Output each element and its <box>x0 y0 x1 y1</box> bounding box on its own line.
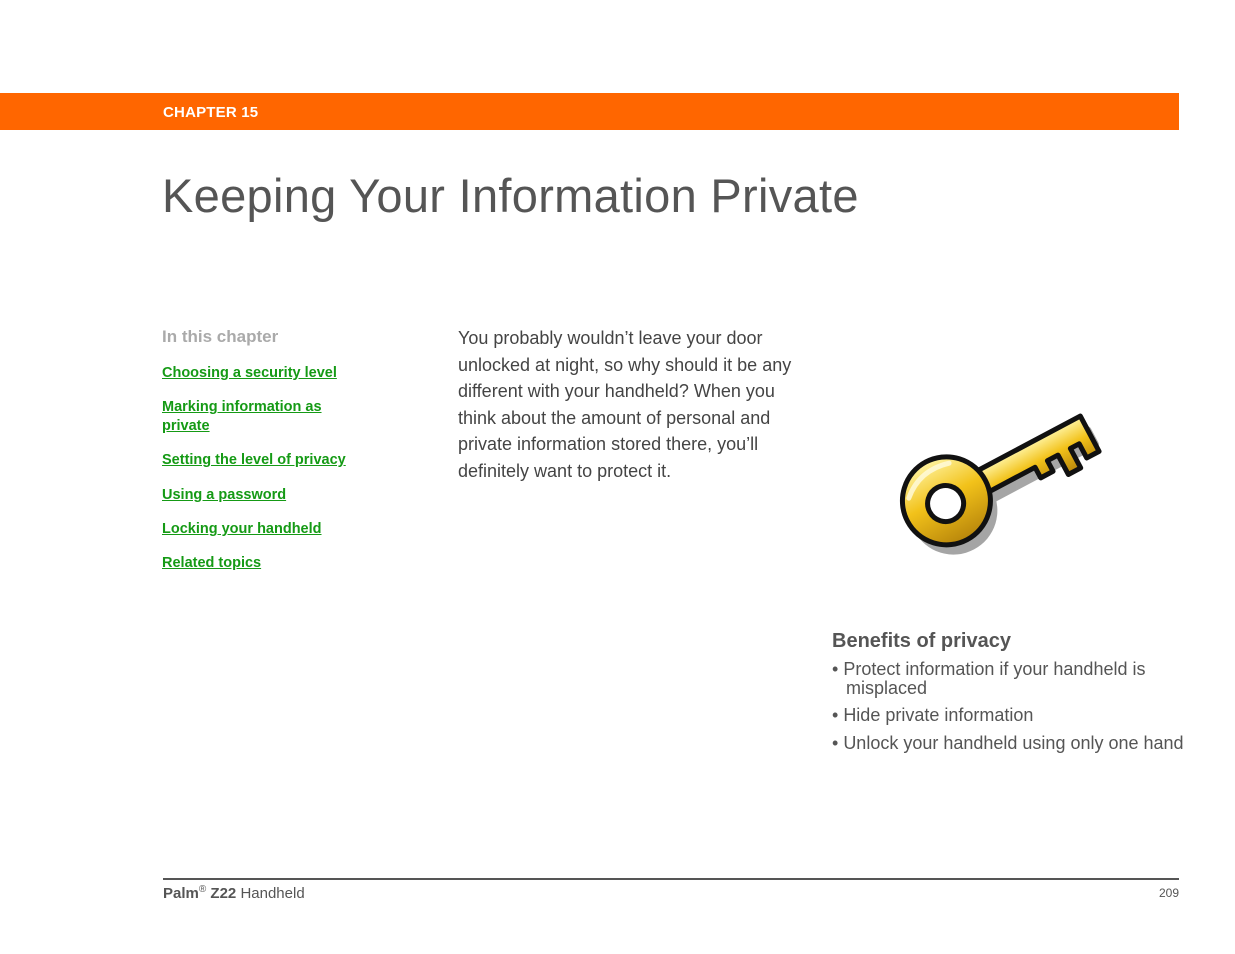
footer-divider <box>163 878 1179 880</box>
benefits-title: Benefits of privacy <box>832 630 1011 652</box>
key-icon <box>870 385 1120 565</box>
footer-product-name: Palm® Z22 Handheld <box>163 884 305 902</box>
toc-link-using-password[interactable]: Using a password <box>162 487 287 503</box>
page-number: 209 <box>1158 886 1179 900</box>
intro-paragraph: You probably wouldn’t leave your door unlocked at night, so why should it be any different with your handheld? When you think about the amount of personal and private information stored there, you’ll definitely want to protect it. <box>458 328 792 481</box>
toc-link-setting-privacy-level[interactable]: Setting the level of privacy <box>162 452 346 468</box>
toc-link-locking-handheld[interactable]: Locking your handheld <box>162 521 322 537</box>
toc-link-related-topics[interactable]: Related topics <box>162 555 262 571</box>
benefit-item: • Unlock your handheld using only one hand <box>832 733 1184 753</box>
page-title: Keeping Your Information Private <box>162 169 859 222</box>
toc-link-choosing-security-level[interactable]: Choosing a security level <box>162 365 337 381</box>
toc-heading: In this chapter <box>162 327 279 346</box>
chapter-label: CHAPTER 15 <box>163 104 259 121</box>
toc-link-marking-information-private[interactable]: Marking information as private <box>162 399 322 434</box>
benefit-item: • Hide private information <box>832 705 1034 725</box>
benefit-item: • Protect information if your handheld is misplaced <box>832 659 1146 698</box>
